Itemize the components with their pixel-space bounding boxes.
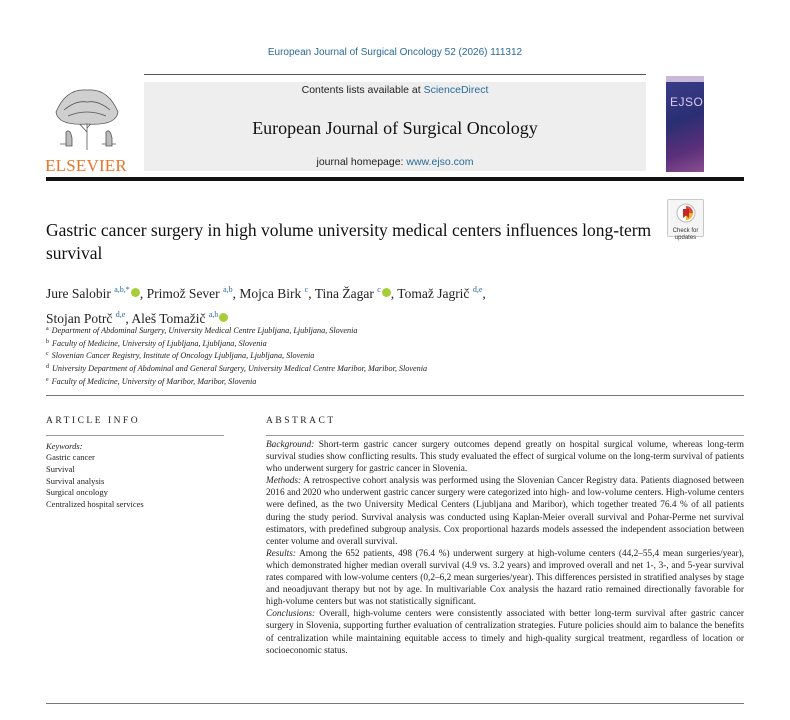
contents-line (144, 84, 646, 96)
bookmark-icon (676, 203, 696, 223)
author-affil-sup[interactable]: c (377, 285, 381, 294)
affiliation-text: Slovenian Cancer Registry, Institute of Oncology Ljubljana, Ljubljana, Slovenia (51, 351, 315, 361)
cover-title: EJSO (670, 95, 704, 109)
author-name[interactable]: Mojca Birk (239, 286, 302, 301)
bottom-divider (46, 703, 744, 704)
abstract-conclusions (266, 608, 744, 656)
keywords-label: Keywords: (46, 441, 83, 451)
journal-name[interactable]: European Journal of Surgical Oncology (252, 118, 538, 138)
affiliation-item (46, 337, 646, 350)
results-label: Results: (266, 548, 296, 559)
abstract-heading: ABSTRACT (266, 416, 336, 426)
author-list: Jure Salobir $^{a,b,*}$ , Primož Sever $^{a,b}$, Mojca Birk $^c$, Tina Žagar $^c$ , Tomaž Jagrič $^{d,e}$, Stojan Potrč $^{d,e}$, Aleš Tomažič $^{a,b}$ (46, 285, 486, 326)
keyword-item: Survival analysis (46, 475, 105, 486)
elsevier-wordmark: ELSEVIER (45, 156, 127, 175)
keyword-item: Centralized hospital services (46, 499, 144, 510)
journal-banner (144, 82, 646, 171)
homepage-link[interactable]: www.ejso.com (406, 156, 474, 168)
orcid-icon[interactable] (131, 288, 140, 297)
abstract-rule (266, 435, 744, 436)
methods-text: A retrospective cohort analysis was performed using the Slovenian Cancer Registry data. Patients diagnosed between 2016 and 2020 who underwent gastric cancer surgery were categorized into high- and low-volume centers. High-volume centers were defined, as the two University Medical Centers (Ljubljana and Maribor), which together treated 76.4 % of all patients during the study period. Survival analysis was conducted using Kaplan-Meier overall survival and Pohar-Perme net survival estimators, with predefined subgroup analysis. Cox proportional hazards models assessed the independent association between center volume and overall survival. (266, 476, 744, 547)
abstract-body (266, 439, 744, 657)
elsevier-tree-icon (46, 82, 128, 152)
author-affil-sup[interactable]: d,e (115, 310, 126, 319)
affiliation-key: a (46, 326, 49, 332)
check-for-updates-button[interactable] (667, 199, 704, 241)
article-info-rule (46, 435, 224, 436)
author-affil-sup[interactable]: a,b,* (114, 285, 130, 294)
check-updates-line1: Check for (672, 228, 699, 234)
article-info-heading: ARTICLE INFO (46, 416, 141, 426)
conclusions-text: Overall, high-volume centers were consistently associated with better long-term survival after gastric cancer surgery in Slovenia, supporting further evaluation of centralization strategies. Future policies should aim to balance the benefits of centralization while maintaining equitable access to timely and high-quality surgical treatment, regardless of location or socioeconomic status. (266, 609, 744, 656)
methods-label: Methods: (266, 476, 302, 487)
conclusions-label: Conclusions: (266, 609, 316, 620)
journal-reference[interactable]: European Journal of Surgical Oncology 52 (2026) 111312 (267, 47, 523, 58)
keyword-list (46, 452, 144, 511)
keyword-item: Survival (46, 463, 75, 474)
homepage-prefix: journal homepage: (316, 156, 407, 168)
abstract-results (266, 548, 744, 608)
check-updates-line2: updates (674, 235, 697, 241)
author-name[interactable]: Tomaž Jagrič (397, 286, 470, 301)
affiliation-key: c (46, 351, 49, 358)
author-name[interactable]: Primož Sever (146, 286, 220, 301)
affiliation-key: d (46, 364, 49, 371)
affiliation-item (46, 375, 646, 388)
affiliation-key: e (46, 376, 49, 383)
affiliation-text: Department of Abdominal Surgery, University Medical Centre Ljubljana, Ljubljana, Slovenia (51, 326, 358, 335)
author-name[interactable]: Tina Žagar (314, 286, 374, 301)
author-name[interactable]: Aleš Tomažič (131, 311, 206, 326)
elsevier-logo[interactable] (46, 82, 128, 178)
keyword-item: Gastric cancer (46, 452, 95, 462)
affiliation-list (46, 324, 646, 388)
article-title: Gastric cancer surgery in high volume university medical centers influences long-term survival (46, 220, 652, 263)
results-text: Among the 652 patients, 498 (76.4 %) underwent surgery at high-volume centers (44,2–55,4 mean surgeries/year), which demonstrated higher median overall survival (4.9 vs. 3.2 years) and improved overall and net 1-, 3-, and 5-year survival rates compared with low-volume centers (0,2–6,2 mean surgeries/year). This differences persisted in stratified analyses by stage and neoadjuvant therapy but not by age. In multivariable Cox analysis the hazard ratio remained directionally favorable for high-volume centers but was not statistically significant. (266, 548, 744, 608)
abstract-methods (266, 475, 744, 548)
contents-prefix: Contents lists available at (301, 84, 424, 96)
affiliation-item (46, 362, 646, 375)
background-text: Short-term gastric cancer surgery outcomes depend greatly on hospital surgical volume, whereas long-term survival studies show conflicting results. This study evaluated the effect of surgical volume on the long-term survival of patients who underwent surgery for gastric cancer in Slovenia. (266, 440, 744, 475)
header-bottom-rule (46, 177, 744, 181)
journal-cover[interactable] (666, 76, 704, 172)
affiliation-key: b (46, 338, 49, 345)
cover-image (666, 76, 704, 172)
header-top-rule (144, 74, 646, 75)
author-affil-sup[interactable]: a,b (223, 285, 233, 294)
background-label: Background: (266, 440, 315, 450)
cover-band (666, 76, 704, 82)
affiliation-text: Faculty of Medicine, University of Maribor, Maribor, Slovenia (51, 376, 257, 386)
sciencedirect-link[interactable]: ScienceDirect (423, 84, 489, 96)
abstract-background (266, 439, 744, 475)
section-divider (46, 395, 744, 396)
affiliation-text: Faculty of Medicine, University of Ljubljana, Ljubljana, Slovenia (52, 338, 267, 348)
journal-header (46, 74, 704, 179)
affiliation-item (46, 324, 646, 337)
author-name[interactable]: Jure Salobir (46, 286, 111, 301)
affiliation-text: University Department of Abdominal and General Surgery, University Medical Centre Maribor, Maribor, Slovenia (52, 364, 428, 374)
author-affil-sup[interactable]: d,e (472, 285, 483, 294)
author-affil-sup[interactable]: a,b (208, 310, 219, 319)
author-name[interactable]: Stojan Potrč (46, 311, 113, 326)
orcid-icon[interactable] (382, 288, 391, 297)
affiliation-item (46, 349, 646, 362)
orcid-icon[interactable] (219, 313, 228, 322)
homepage-line (144, 156, 646, 168)
author-affil-sup[interactable]: c (304, 285, 309, 294)
keyword-item: Surgical oncology (46, 487, 108, 498)
